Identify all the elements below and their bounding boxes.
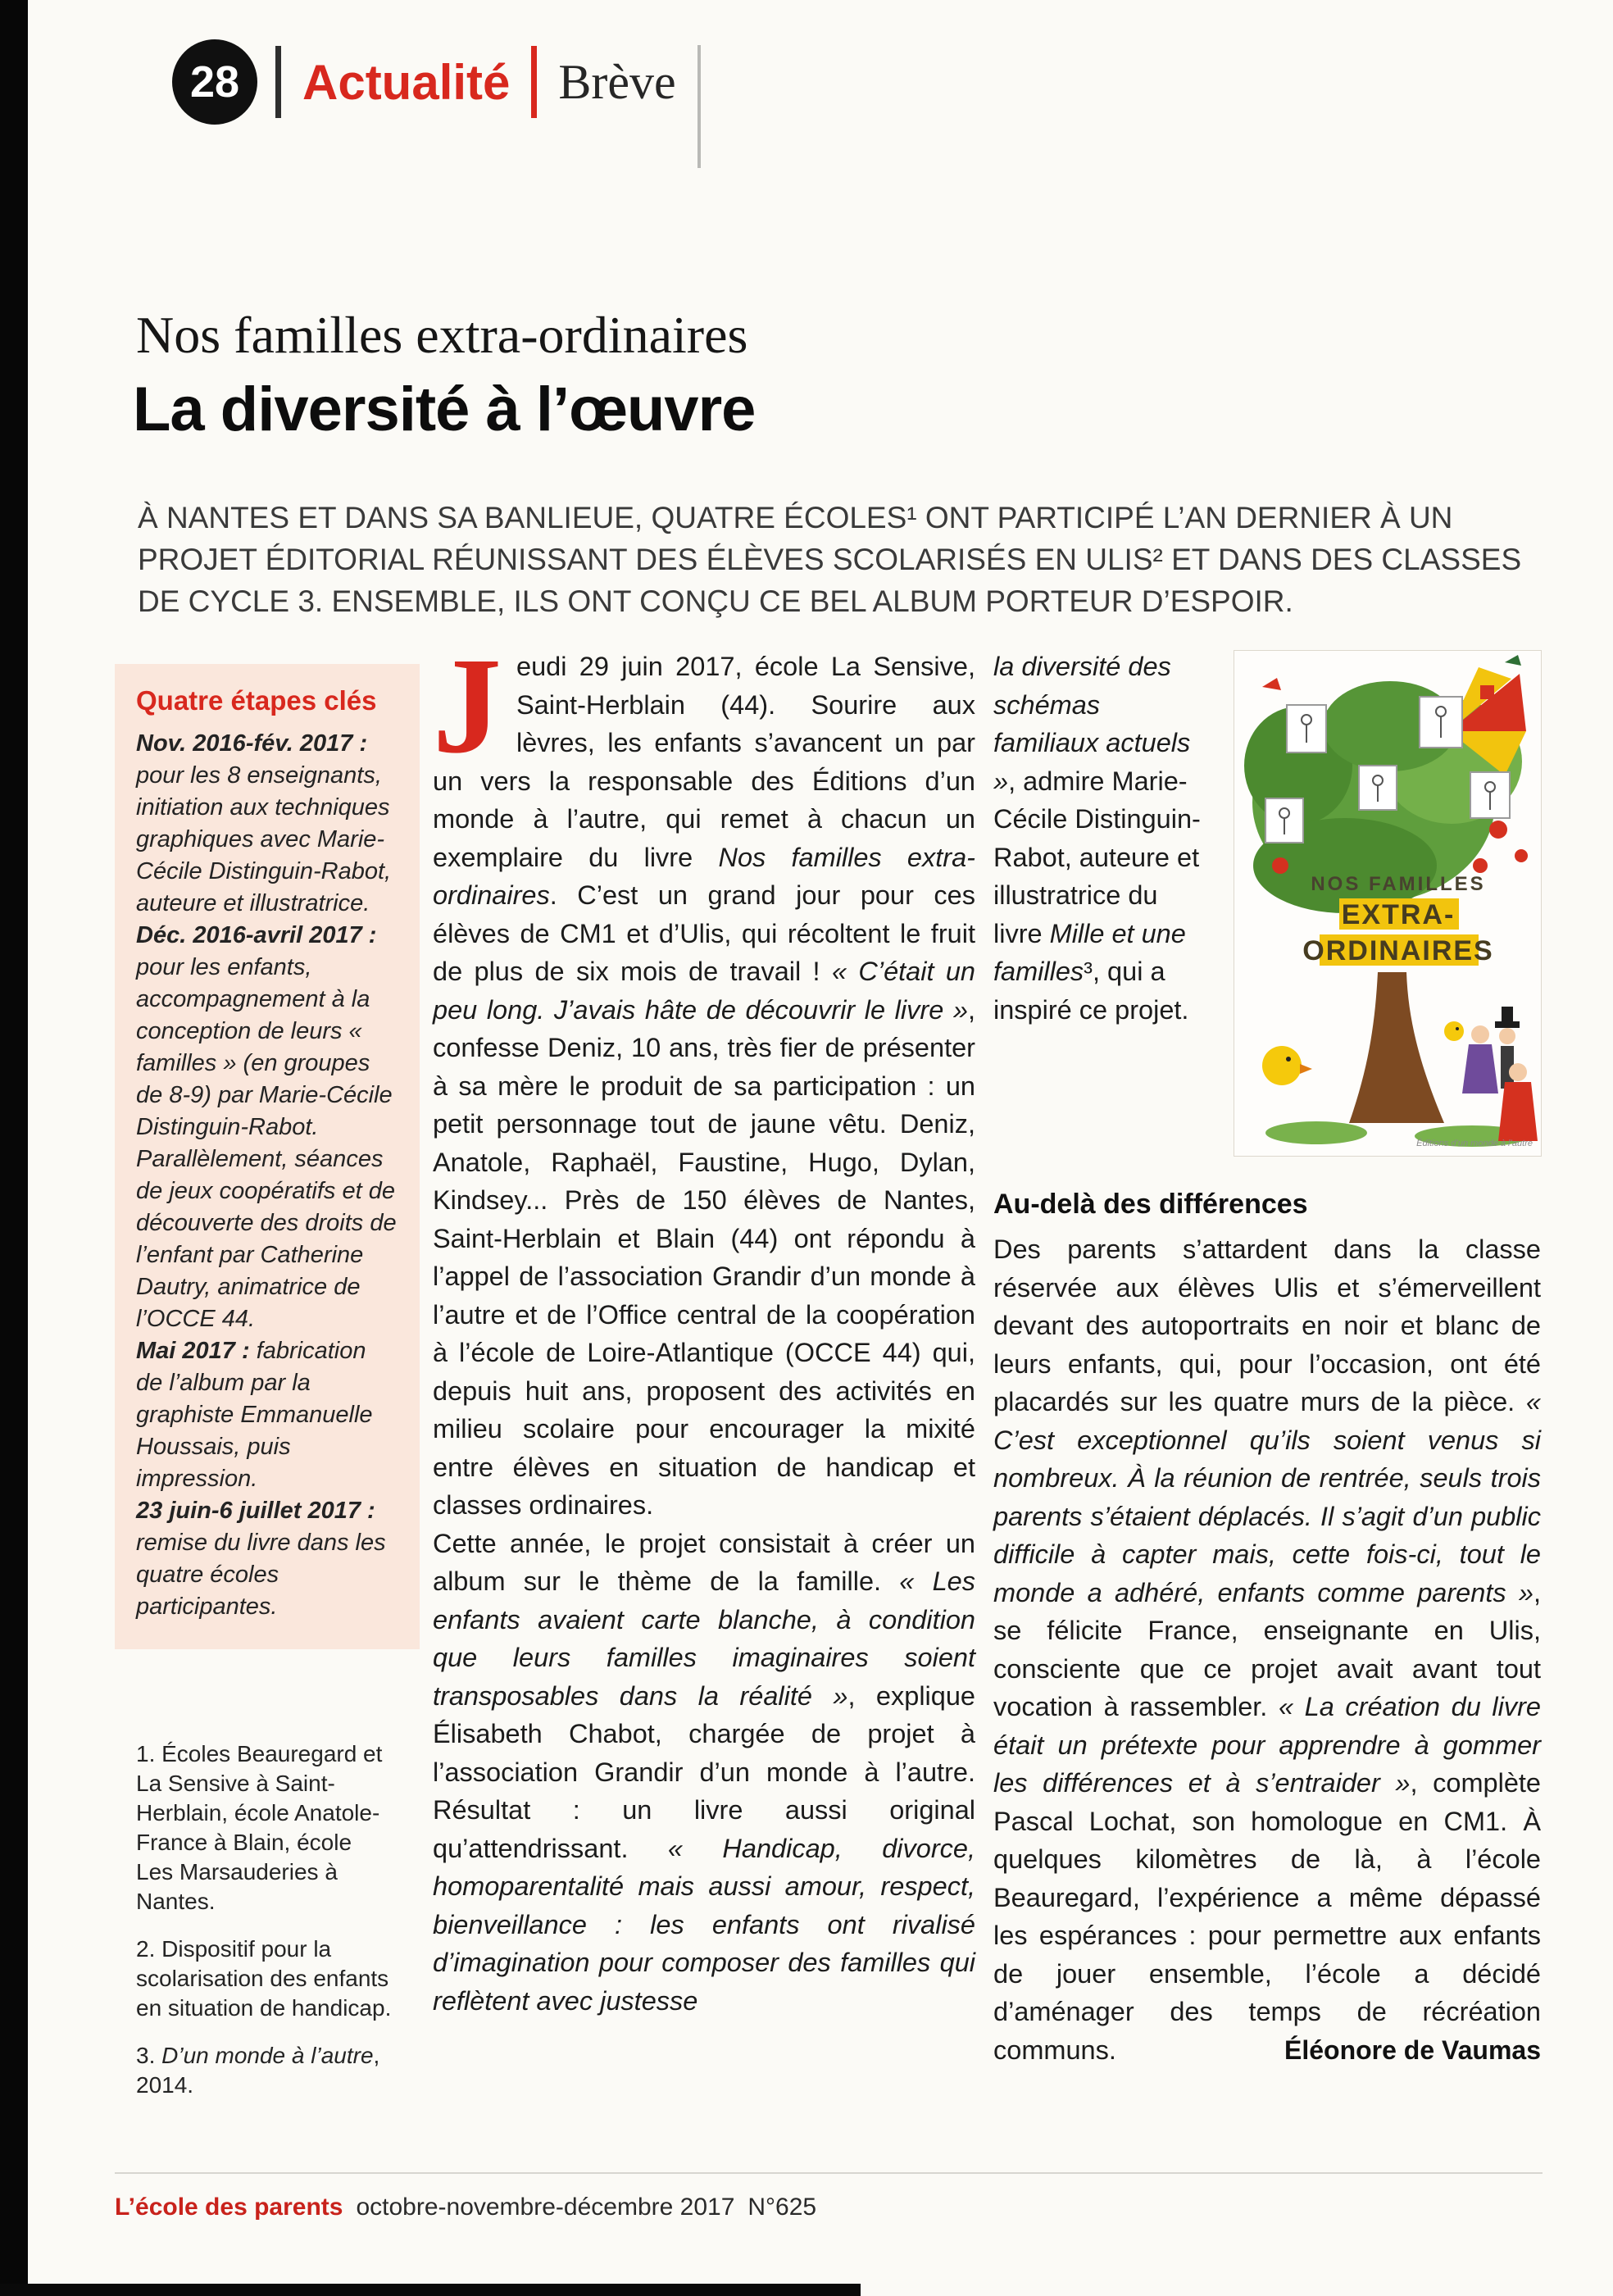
text-segment: ³, qui a inspiré ce projet. [993,957,1189,1025]
page-footer [115,2172,1543,2221]
text-segment: eudi 29 juin 2017, école La Sensive, Saint-Herblain (44). Sourire aux lèvres, les enfants s’avancent un par un vers la responsable des Éditions d’un monde à l’autre, qui remet à chacun un exemplaire du livre [433,652,975,872]
cover-title-line1: NOS FAMILLES [1311,873,1486,895]
article-paragraph-2 [433,1525,975,2021]
article-paragraph-1 [433,630,976,1525]
text-segment: , admire Marie-Cécile Distinguin-Rabot, auteure et illustratrice du livre [993,766,1201,948]
article-column-main [433,630,976,2020]
paragraph-text [993,652,1201,1025]
paragraph-text [433,1529,975,2016]
text-segment: , se félicite France, enseignante en Ulis, consciente que ce projet avait avant tout vocation à rassembler. [993,1577,1541,1721]
text-segment: Mille et une familles [993,918,1186,986]
text-segment: 3. [136,2043,162,2068]
author-byline: Éléonore de Vaumas [1284,2035,1541,2065]
main-title: La diversité à l’œuvre [133,375,756,444]
page-number: 28 [189,57,240,107]
subsection-label: Brève [558,54,676,109]
text-segment: D’un monde à l’autre [161,2043,374,2068]
footnote-1 [136,1739,393,1916]
text-segment: , 2014. [136,2043,380,2098]
text-segment: , complète Pascal Lochat, son homologue en CM1. À quelques kilomètres de là, à l’école Beauregard, l’expérience a même dépassé les espérances : pour permettre aux enfants de jouer ensemble, l’école a décidé d’aménager des temps de récréation communs. [993,1768,1541,2065]
text-segment: Cette année, le projet consistait à créer un album sur le thème de la famille. [433,1528,975,1596]
scan-edge-bottom [0,2284,861,2296]
text-segment: 1. Écoles Beauregard et La Sensive à Saint-Herblain, école Anatole-France à Blain, école Les Marsauderies à Nantes. [136,1741,383,1914]
kicker-title: Nos familles extra-ordinaires [136,306,748,364]
text-segment: remise du livre dans les quatre écoles participantes. [136,1530,386,1620]
text-segment: . C’est un grand jour pour ces élèves de CM1 et d’Ulis, qui récoltent le fruit de plus de six mois de travail ! [433,880,975,986]
section-label: Actualité [302,54,511,110]
section-heading: Au-delà des différences [993,1189,1308,1220]
issue-number: N°625 [747,2194,817,2221]
text-segment: « C’est exceptionnel qu’ils soient venus si nombreux. À la réunion de rentrée, seuls trois parents s’étaient déplacés. Il s’agit d’un public difficile à capter mais, cette fois-ci, tout le monde a adhéré, enfants comme parents » [993,1387,1541,1607]
issue-date: octobre-novembre-décembre 2017 [356,2194,735,2221]
sidebar-step-3 [136,1335,398,1495]
scan-edge-left [0,0,28,2296]
header-divider [697,45,701,168]
sidebar-step-4 [136,1495,398,1623]
small-chick-icon [1444,1021,1464,1041]
cover-title-line3: ORDINAIRES [1302,935,1494,966]
sidebar-step-2 [136,920,398,1335]
text-segment: 2. Dispositif pour la scolarisation des enfants en situation de handicap. [136,1936,392,2021]
header-divider [531,46,537,118]
cover-title-line2: EXTRA- [1341,899,1456,930]
text-segment: « C’était un peu long. J’avais hâte de découvrir le livre » [433,957,976,1025]
text-segment: pour les enfants, accompagnement à la conception de leurs « familles » (en groupes de 8-9) par Marie-Cécile Distinguin-Rabot. Parallèlement, séances de jeux coopératifs et de découverte des droits de l’enfant par Catherine Dautry, animatrice de l’OCCE 44. [136,954,397,1332]
text-segment: « La création du livre était un prétexte pour apprendre à gommer les différences et à s’entraider » [993,1692,1541,1798]
text-segment: Des parents s’attardent dans la classe réservée aux élèves Ulis et s’émerveillent devant des autoportraits en noir et blanc de leurs enfants, qui, pour l’occasion, ont été placardés sur les quatre murs de la pièce. [993,1234,1541,1416]
paragraph-text [433,652,975,1520]
article-paragraph-3 [993,648,1208,1029]
text-segment: la diversité des schémas familiaux actuels » [993,652,1191,796]
text-segment: Mai 2017 : [136,1338,257,1364]
text-segment: « Les enfants avaient carte blanche, à condition que leurs familles imaginaires soient transposables dans la réalité » [433,1566,975,1711]
text-segment: , explique Élisabeth Chabot, chargée de projet à l’association Grandir d’un monde à l’autre. Résultat : un livre aussi original qu’attendrissant. [433,1680,975,1863]
text-segment: fabrication de l’album par la graphiste Emmanuelle Houssais, puis impression. [136,1338,373,1492]
book-cover-illustration [1234,651,1541,1156]
footnote-2 [136,1935,393,2023]
standfirst: À NANTES ET DANS SA BANLIEUE, QUATRE ÉCOLES¹ ONT PARTICIPÉ L’AN DERNIER À UN PROJET ÉDITORIAL RÉUNISSANT DES ÉLÈVES SCOLARISÉS EN ULIS² ET DANS DES CLASSES DE CYCLE 3. ENSEMBLE, ILS ONT CONÇU CE BEL ALBUM PORTEUR D’ESPOIR. [138,501,1522,618]
paragraph-text [993,1234,1541,2065]
page-number-badge [172,39,257,125]
magazine-title: L’école des parents [115,2194,343,2221]
text-segment: , confesse Deniz, 10 ans, très fier de présenter à sa mère le produit de sa participation : un petit personnage tout de jaune vêtu. Deniz, Anatole, Raphaël, Faustine, Hugo, Dylan, Kindsey... Près de 150 élèves de Nantes, Saint-Herblain et Blain (44) ont répondu à l’appel de l’association Grandir d’un monde à l’autre et de l’Office central de la coopération à l’école de Loire-Atlantique (OCCE 44) qui, depuis huit ans, proposent des activités en milieu scolaire pour encourager la mixité entre élèves en situation de handicap et classes ordinaires. [433,994,975,1520]
text-segment: 23 juin-6 juillet 2017 : [136,1498,375,1524]
article-column-right [993,648,1541,2069]
sidebar-step-1 [136,728,398,920]
sidebar-title: Quatre étapes clés [136,685,377,716]
header-divider [275,46,281,118]
text-segment: « Handicap, divorce, homoparentalité mais aussi amour, respect, bienveillance : les enfants ont rivalisé d’imagination pour composer des familles qui reflètent avec justesse [433,1833,976,2016]
cover-publisher: Éditions d’un monde à l’autre [1416,1139,1533,1148]
text-segment: Nos familles extra-ordinaires [433,842,976,910]
footnotes [136,1739,393,2118]
footnote-3 [136,2041,393,2100]
text-segment: pour les 8 enseignants, initiation aux techniques graphiques avec Marie-Cécile Distinguin-Rabot, auteure et illustratrice. [136,762,392,916]
column-top-with-cover [993,648,1541,1159]
text-segment: Nov. 2016-fév. 2017 : [136,730,368,757]
dropcap: J [433,630,502,782]
section-header [275,36,701,128]
book-cover [1234,651,1541,1156]
text-segment: Déc. 2016-avril 2017 : [136,922,377,948]
article-paragraph-4 [993,1230,1541,2069]
key-steps-box [115,664,420,1649]
